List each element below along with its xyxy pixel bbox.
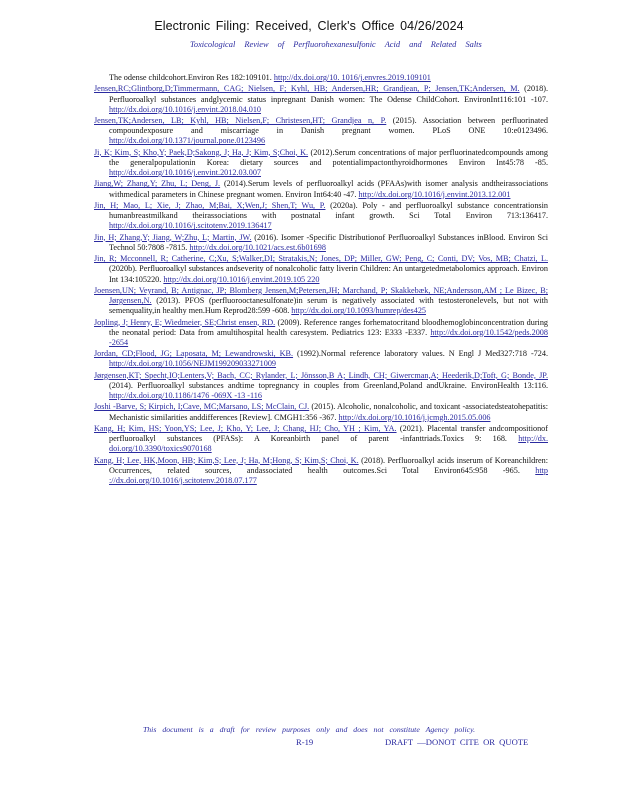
reference-entry <box>94 371 548 402</box>
reference-doi-link[interactable]: http://dx.doi.org/10.1016/j.envint.2018.04.010 <box>109 104 262 114</box>
draft-label: DRAFT —DONOT CITE OR QUOTE <box>385 737 529 747</box>
reference-doi-link[interactable]: http://dx.doi.org/10.1056/NEJM199209033271009 <box>109 359 277 369</box>
reference-authors: Jin, H; Zhang,Y; Jiang, W;Zhu, L; Martin, JW. <box>94 232 252 242</box>
reference-authors: Ji, K; Kim, S; Kho,Y; Paek,D;Sakong, J; Ha, J; Kim, S;Choi, K. <box>94 147 309 157</box>
reference-entry <box>94 201 548 232</box>
reference-entry <box>94 148 548 179</box>
reference-citation: (2021). Placental transfer andcompositionof perfluoroalkyl substances (PFASs): A Koreanbirth panel of parent -infanttriads.Toxics 9: 168. <box>109 423 548 444</box>
reference-citation: (2020b). Perfluoroalkyl substances andseverity of nonalcoholic fatty liverin Children: An untargetedmetabolomics approach. Environ Int 134:105220. <box>109 264 548 284</box>
reference-entry <box>94 424 548 455</box>
reference-entry <box>94 402 548 422</box>
reference-entry <box>94 84 548 115</box>
page-number: R-19 <box>296 737 314 747</box>
reference-citation: (2013). PFOS (perfluorooctanesulfonate)in serum is negatively associated with testosteronelevels, but not with semenquality,in healthy men.Hum Reprod28:599 -608. <box>109 296 548 316</box>
reference-citation: (2012).Serum concentrations of major perfluorinatedcompounds among the generalpopulationin Korea: dietary sources and potentialimpactonthyroidhormones Environ Int45:78 -85. <box>109 147 548 167</box>
reference-citation: (2009). Reference ranges forhematocritand bloodhemoglobinconcentration during the neonatal period: Data from amultihospital health caresystem. Pediatrics 123: E333 -E337. <box>109 317 549 337</box>
reference-authors: Jordan, CD;Flood, JG; Laposata, M; Lewandrowski, KB. <box>94 349 294 359</box>
reference-doi-link[interactable]: http://dx.doi.org/10.1016/j.jcmgh.2015.05.006 <box>338 412 491 422</box>
reference-doi-link[interactable]: http://dx.doi.org/10. 1016/j.envres.2019.109101 <box>273 73 431 82</box>
reference-doi-link[interactable]: http://dx.doi.org/10.1542/peds.2008 -2654 <box>109 327 548 347</box>
running-title: Toxicological Review of Perfluorohexanesulfonic Acid and Related Salts <box>190 40 482 49</box>
reference-doi-link[interactable]: http://dx.doi.org/10.1021/acs.est.6b01698 <box>189 242 326 252</box>
reference-authors: Jensen,TK;Andersen, LB; Kyhl, HB; Nielsen,F; Christesen,HT; Grandjea n, P. <box>94 116 387 125</box>
reference-citation: (2018). Perfluoroalkyl acids inserum of Koreanchildren: Occurrences, related sources, andassociated health outcomes.Sci Total Environ645:958 -965. <box>109 455 548 475</box>
reference-authors: Kang, H; Kim, HS; Yoon,YS; Lee, J; Kho, Y; Lee, J; Chang, HJ; Cho, YH ; Kim, YA. <box>94 423 397 433</box>
reference-authors: Joshi -Barve, S; Kirpich, I;Cave, MC;Marsano, LS; McClain, CJ. <box>94 402 310 412</box>
reference-citation: (2016). Isomer -Specific Distributionof Perfluoroalkyl Substances inBlood. Environ Sci Technol 50:7808 -7815. <box>109 232 548 252</box>
reference-entry <box>94 116 548 147</box>
reference-citation: (2020a). Poly - and perfluoroalkyl substance concentrationsin humanbreastmilkand theirassociations with postnatal infant growth. Sci Total Environ 713:136417. <box>109 200 548 221</box>
reference-citation: (1992).Normal reference laboratory values. N Engl J Med327:718 -724. <box>293 349 548 359</box>
reference-authors: Jin, H; Mao, L; Xie, J; Zhao, M;Bai, X;Wen,J; Shen,T; Wu, P. <box>94 200 326 210</box>
reference-authors: Jiang,W; Zhang,Y; Zhu, L; Deng, J. <box>94 179 221 189</box>
draft-disclaimer: This document is a draft for review purposes only and does not constitute Agency policy. <box>142 725 476 734</box>
reference-authors: Jopling, J; Henry, E; Wiedmeier, SE;Christ ensen, RD. <box>94 317 276 327</box>
reference-entry <box>94 233 548 253</box>
reference-entry <box>94 318 548 349</box>
reference-doi-link[interactable]: http ://dx.doi.org/10.1016/j.scitotenv.2018.07.177 <box>109 465 548 486</box>
reference-doi-link[interactable]: http://dx.doi.org/10.1016/j.scitotenv.2019.136417 <box>109 221 272 231</box>
reference-citation: (2015). Alcoholic, nonalcoholic, and toxicant -associatedsteatohepatitis: Mechanistic similarities anddifferences [Review]. CMGH1:356 -367. <box>109 402 548 422</box>
reference-doi-link[interactable]: http://dx. doi.org/10.3390/toxics9070168 <box>109 434 548 454</box>
reference-authors: Jørgensen,KT; Specht,IO;Lenters,V; Bach, CC; Rylander, L; Jönsson,B A; Lindh, CH; Giwercman,A; Heederik,D;Toft, G; Bonde, JP. <box>94 370 548 380</box>
reference-authors: Jensen,RC;Glintborg,D;Timmermann, CAG; Nielsen, F; Kyhl, HB; Andersen,HR; Grandjean, P; Jensen,TK;Andersen, M. <box>94 84 520 94</box>
reference-authors: Joensen,UN; Veyrand, B; Antignac, JP; Blomberg Jensen,M;Petersen,JH; Marchand, P; Skakkebæk, NE;Andersson,AM ; Le Bizec, B; Jørgensen,N. <box>94 285 548 306</box>
reference-doi-link[interactable]: http://dx.doi.org/10.1016/j.envint.2019.105 220 <box>163 274 320 284</box>
reference-citation: (2014).Serum levels of perfluoroalkyl acids (PFAAs)with isomer analysis andtheirassociations withmedical parameters in Chinese pregnant women. Environ Int64:40 -47. <box>109 179 548 199</box>
reference-citation: (2018). Perfluoroalkyl substances andglycemic status inpregnant Danish women: The Odense ChildCohort. EnvironInt116:101 -107. <box>109 84 549 104</box>
reference-list <box>94 73 548 487</box>
reference-entry <box>94 254 548 285</box>
reference-doi-link[interactable]: http://dx.doi.org/10.1093/humrep/des425 <box>291 306 427 316</box>
reference-authors: Jin, R; Mcconnell, R; Catherine, C;Xu, S;Walker,DI; Stratakis,N; Jones, DP; Miller, GW; Peng, C; Conti, DV; Vos, MB; Chatzi, L. <box>94 254 548 264</box>
reference-doi-link[interactable]: http://dx.doi.org/10.1016/j.envint.2013.12.001 <box>358 189 511 199</box>
reference-citation: (2014). Perfluoroalkyl substances andtime topregnancy in couples from Greenland,Poland andUkraine. EnvironHealth 13:116. <box>109 380 548 390</box>
filing-stamp: Electronic Filing: Received, Clerk's Office 04/26/2024 <box>154 19 464 33</box>
reference-doi-link[interactable]: http://dx.doi.org/10.1016/j.envint.2012.03.007 <box>109 168 262 178</box>
reference-citation: (2015). Association between perfluorinated compoundexposure and miscarriage in Danish pregnant women. PLoS ONE 10:e0123496. <box>109 116 548 136</box>
reference-entry <box>94 349 548 369</box>
reference-entry <box>94 456 548 487</box>
reference-entry <box>94 286 548 317</box>
reference-entry <box>94 73 548 83</box>
reference-doi-link[interactable]: http://dx.doi.org/10.1371/journal.pone.0123496 <box>109 136 266 146</box>
reference-doi-link[interactable]: http://dx.doi.org/10.1186/1476 -069X -13 -116 <box>109 391 262 401</box>
reference-entry <box>94 179 548 199</box>
reference-authors: Kang, H; Lee, HK,Moon, HB; Kim,S; Lee, J; Ha, M;Hong, S; Kim,S; Choi, K. <box>94 455 359 465</box>
reference-citation: The odense childcohort.Environ Res 182:109101. <box>109 73 272 82</box>
